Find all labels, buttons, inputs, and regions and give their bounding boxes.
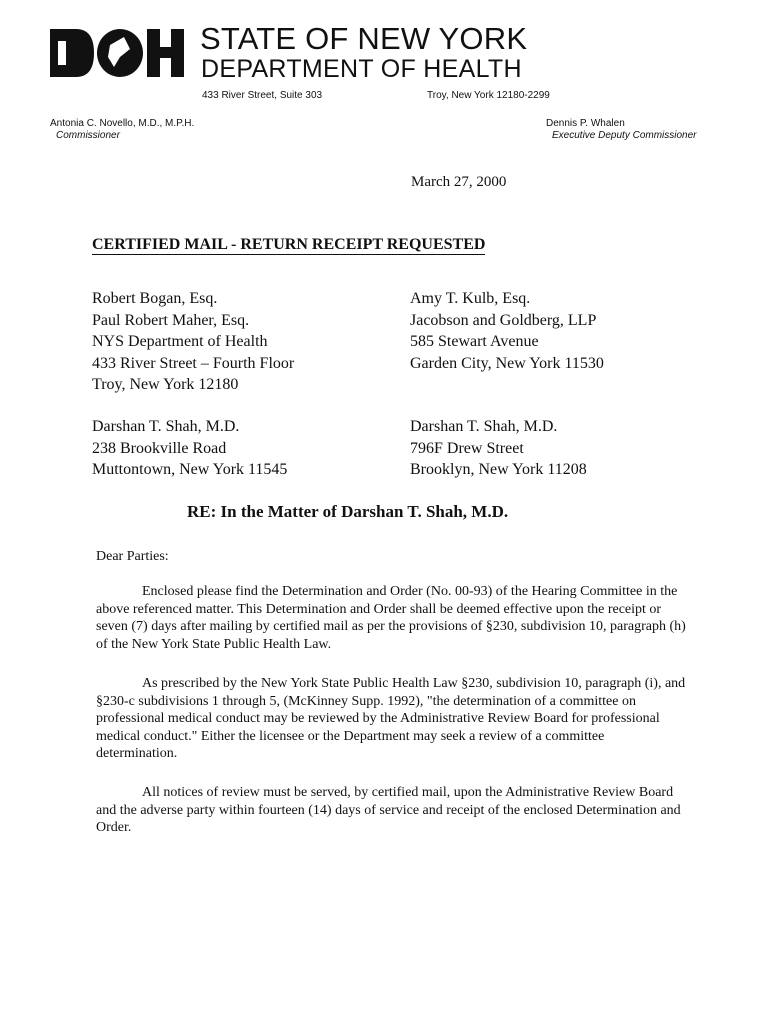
address-line: 433 River Street – Fourth Floor (92, 354, 295, 372)
address-line: Troy, New York 12180 (92, 376, 239, 393)
re-subject-line: RE: In the Matter of Darshan T. Shah, M.D. (187, 502, 509, 521)
body-paragraph-2: As prescribed by the New York State Public Health Law §230, subdivision 10, paragraph (i), and §230-c subdivisions 1 through 5, (McKinney Supp. 1992), "the determination of a committee on professional medical conduct may be reviewed by the Administrative Review Board for professional medical conduct." Either the licensee or the Department may seek a review of a committee determination. (96, 676, 686, 761)
address-line: Garden City, New York 11530 (410, 354, 604, 372)
letterhead-city-address: Troy, New York 12180-2299 (427, 90, 550, 101)
salutation: Dear Parties: (96, 549, 169, 564)
letterhead-department: DEPARTMENT OF HEALTH (201, 55, 522, 83)
recipient-address-1 (92, 288, 294, 396)
deputy-commissioner-title: Executive Deputy Commissioner (552, 130, 697, 141)
address-line: Muttontown, New York 11545 (92, 461, 288, 478)
commissioner-name: Antonia C. Novello, M.D., M.P.H. (50, 118, 195, 129)
address-line: 796F Drew Street (410, 439, 524, 457)
recipient-address-2 (410, 288, 604, 374)
address-line: Jacobson and Goldberg, LLP (410, 311, 597, 329)
official-right (546, 118, 697, 142)
deputy-commissioner-name: Dennis P. Whalen (546, 118, 625, 129)
letterhead-street-address: 433 River Street, Suite 303 (202, 90, 323, 101)
address-line: 238 Brookville Road (92, 439, 227, 457)
body-paragraph-1: Enclosed please find the Determination and Order (No. 00-93) of the Hearing Committee in the above referenced matter. This Determination and Order shall be deemed effective upon the receipt or seven (7) days after mailing by certified mail as per the provisions of §230, subdivision 10, paragraph (h) of the New York State Public Health Law. (96, 584, 686, 652)
address-line: 585 Stewart Avenue (410, 333, 539, 350)
address-line: Paul Robert Maher, Esq. (92, 311, 250, 329)
certified-mail-heading: CERTIFIED MAIL - RETURN RECEIPT REQUESTED (92, 236, 486, 253)
address-line: Darshan T. Shah, M.D. (410, 418, 558, 435)
recipient-address-3 (92, 416, 287, 481)
commissioner-title: Commissioner (56, 130, 120, 141)
address-line: Amy T. Kulb, Esq. (410, 290, 531, 307)
doh-logo (50, 27, 186, 79)
address-line: Robert Bogan, Esq. (92, 290, 218, 307)
recipient-address-4 (410, 416, 587, 481)
address-line: Brooklyn, New York 11208 (410, 461, 587, 478)
body-paragraph-3: All notices of review must be served, by certified mail, upon the Administrative Review Board and the adverse party within fourteen (14) days of service and receipt of the enclosed Determination and Order. (96, 785, 681, 835)
letterhead-state: STATE OF NEW YORK (200, 21, 528, 56)
address-line: NYS Department of Health (92, 333, 268, 350)
address-line: Darshan T. Shah, M.D. (92, 418, 240, 435)
letter-date: March 27, 2000 (411, 174, 507, 190)
official-left (50, 118, 194, 142)
